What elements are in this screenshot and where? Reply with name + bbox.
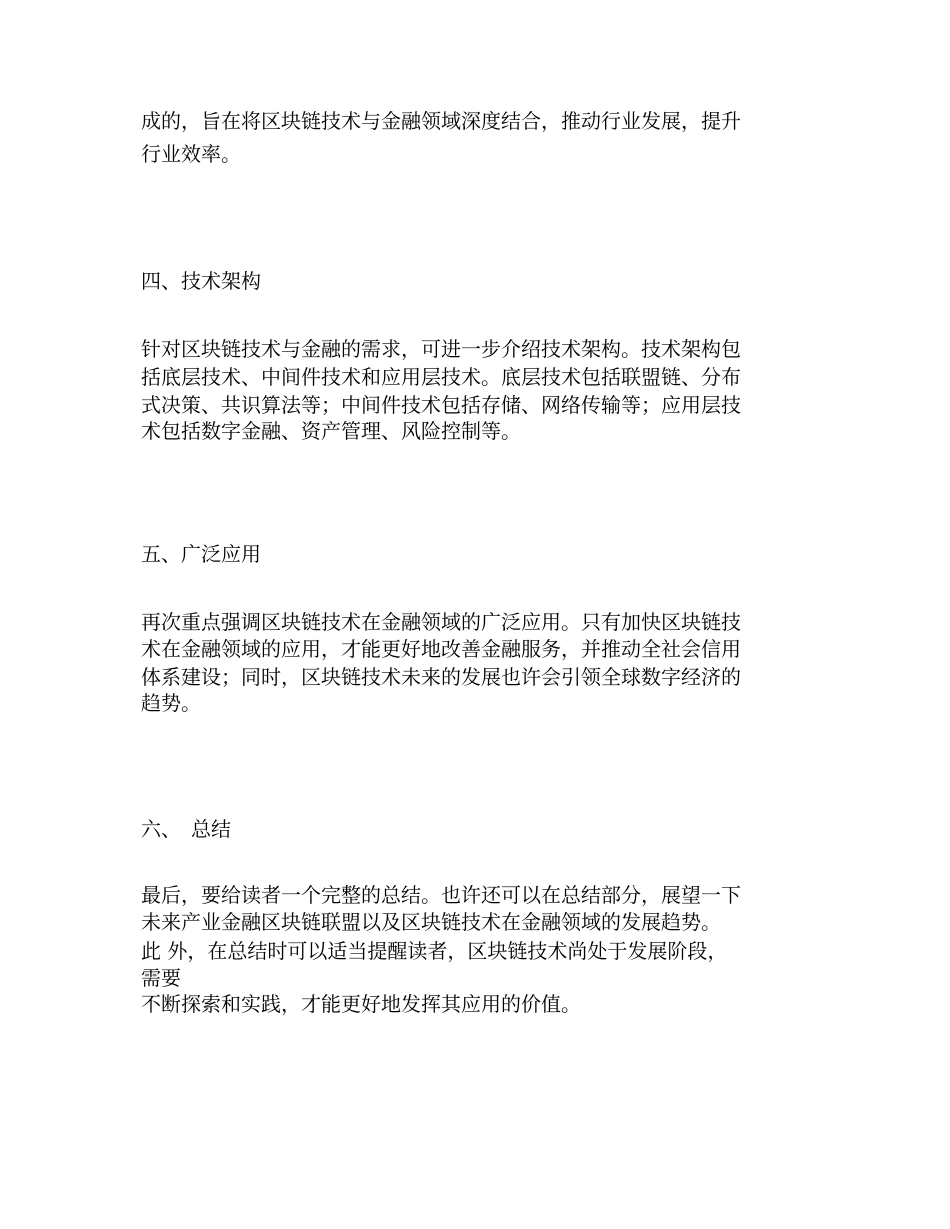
intro-line: 成的，旨在将区块链技术与金融领域深度结合，推动行业发展，提升 (141, 109, 741, 133)
section-4-line: 术包括数字金融、资产管理、风险控制等。 (141, 419, 521, 443)
section-6-line: 最后，要给读者一个完整的总结。也许还可以在总结部分，展望一下 (141, 883, 741, 907)
section-5-heading: 五、广泛应用 (141, 542, 261, 566)
section-4-line: 括底层技术、中间件技术和应用层技术。底层技术包括联盟链、分布 (141, 365, 741, 389)
section-6-line: 不断探索和实践，才能更好地发挥其应用的价值。 (141, 992, 581, 1016)
section-6-heading: 六、 总结 (141, 817, 231, 841)
section-4-line: 针对区块链技术与金融的需求，可进一步介绍技术架构。技术架构包 (141, 337, 741, 361)
section-6-line: 此 外，在总结时可以适当提醒读者，区块链技术尚处于发展阶段， (141, 939, 728, 963)
section-4-heading: 四、技术架构 (141, 269, 261, 293)
intro-line: 行业效率。 (141, 142, 241, 166)
section-5-line: 体系建设；同时，区块链技术未来的发展也许会引领全球数字经济的 (141, 665, 741, 689)
section-5-line: 术在金融领域的应用，才能更好地改善金融服务，并推动全社会信用 (141, 637, 741, 661)
section-6-line: 需要 (141, 966, 181, 990)
section-5-line: 趋势。 (141, 691, 201, 715)
section-5-line: 再次重点强调区块链技术在金融领域的广泛应用。只有加快区块链技 (141, 610, 741, 634)
section-6-line: 未来产业金融区块链联盟以及区块链技术在金融领域的发展趋势。 (141, 910, 721, 934)
section-4-line: 式决策、共识算法等；中间件技术包括存储、网络传输等；应用层技 (141, 393, 741, 417)
